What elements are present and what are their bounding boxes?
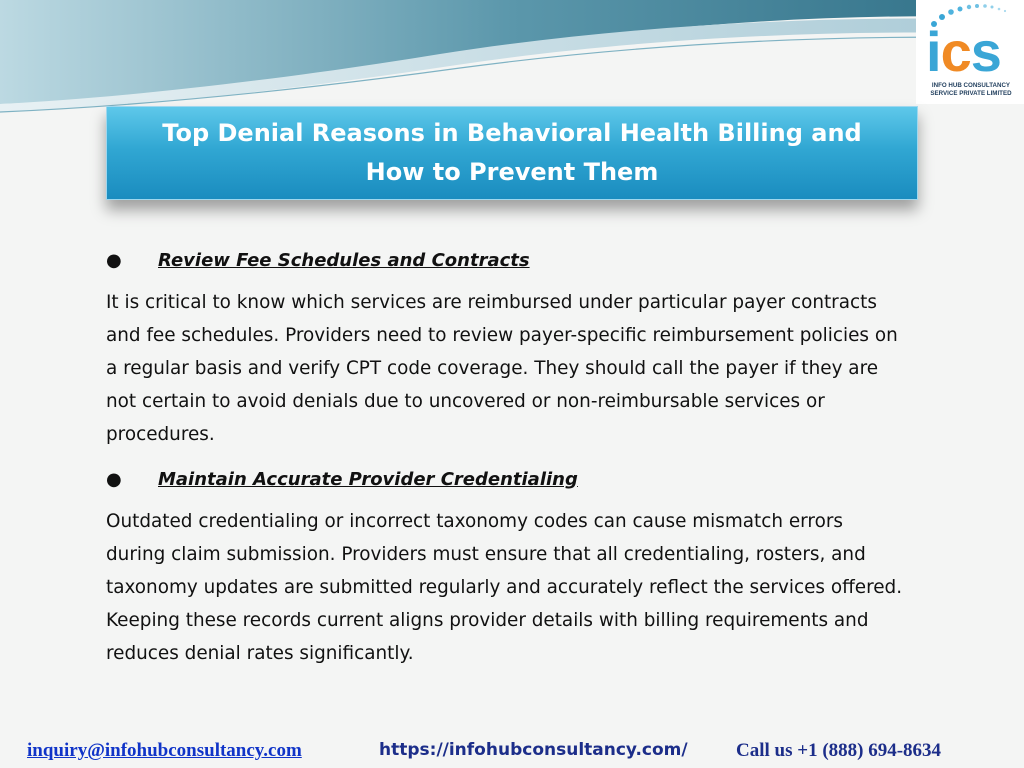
footer — [0, 738, 1024, 768]
footer-email-link[interactable]: inquiry@infohubconsultancy.com — [27, 740, 302, 761]
logo-subtitle-line2: SERVICE PRIVATE LIMITED — [930, 89, 1012, 97]
logo-subtitle-line1: INFO HUB CONSULTANCY — [931, 82, 1011, 89]
footer-phone: Call us +1 (888) 694-8634 — [736, 740, 942, 761]
section-heading-text: Review Fee Schedules and Contracts — [158, 249, 530, 271]
section-heading — [106, 244, 906, 276]
company-logo — [916, 0, 1024, 104]
section-paragraph: It is critical to know which services are reimbursed under particular payer contracts and fee schedules. Providers need to review payer-specific reimbursement policies on a regular basis and verify CPT code coverage. They should call the payer if they are not certain to avoid denials due to uncovered or non-reimbursable services or procedures. — [106, 292, 898, 445]
section-heading-text: Maintain Accurate Provider Credentialing — [158, 468, 578, 490]
logo-subtitle — [920, 82, 1022, 97]
logo-wordmark: ics — [926, 20, 1001, 83]
bullet-marker: ● — [106, 249, 122, 271]
title-banner — [106, 106, 918, 200]
bullet-marker: ● — [106, 468, 122, 490]
content-body — [106, 244, 906, 682]
footer-website-link[interactable]: https://infohubconsultancy.com/ — [379, 740, 688, 760]
section-paragraph: Outdated credentialing or incorrect taxonomy codes can cause mismatch errors during claim submission. Providers must ensure that all credentialing, rosters, and taxonomy updates are submitted regularly and accurately reflect the services offered. Keeping these records current aligns provider details with billing requirements and reduces denial rates significantly. — [106, 511, 903, 664]
section-heading — [106, 463, 906, 495]
page-title: Top Denial Reasons in Behavioral Health Billing and How to Prevent Them — [162, 119, 862, 186]
